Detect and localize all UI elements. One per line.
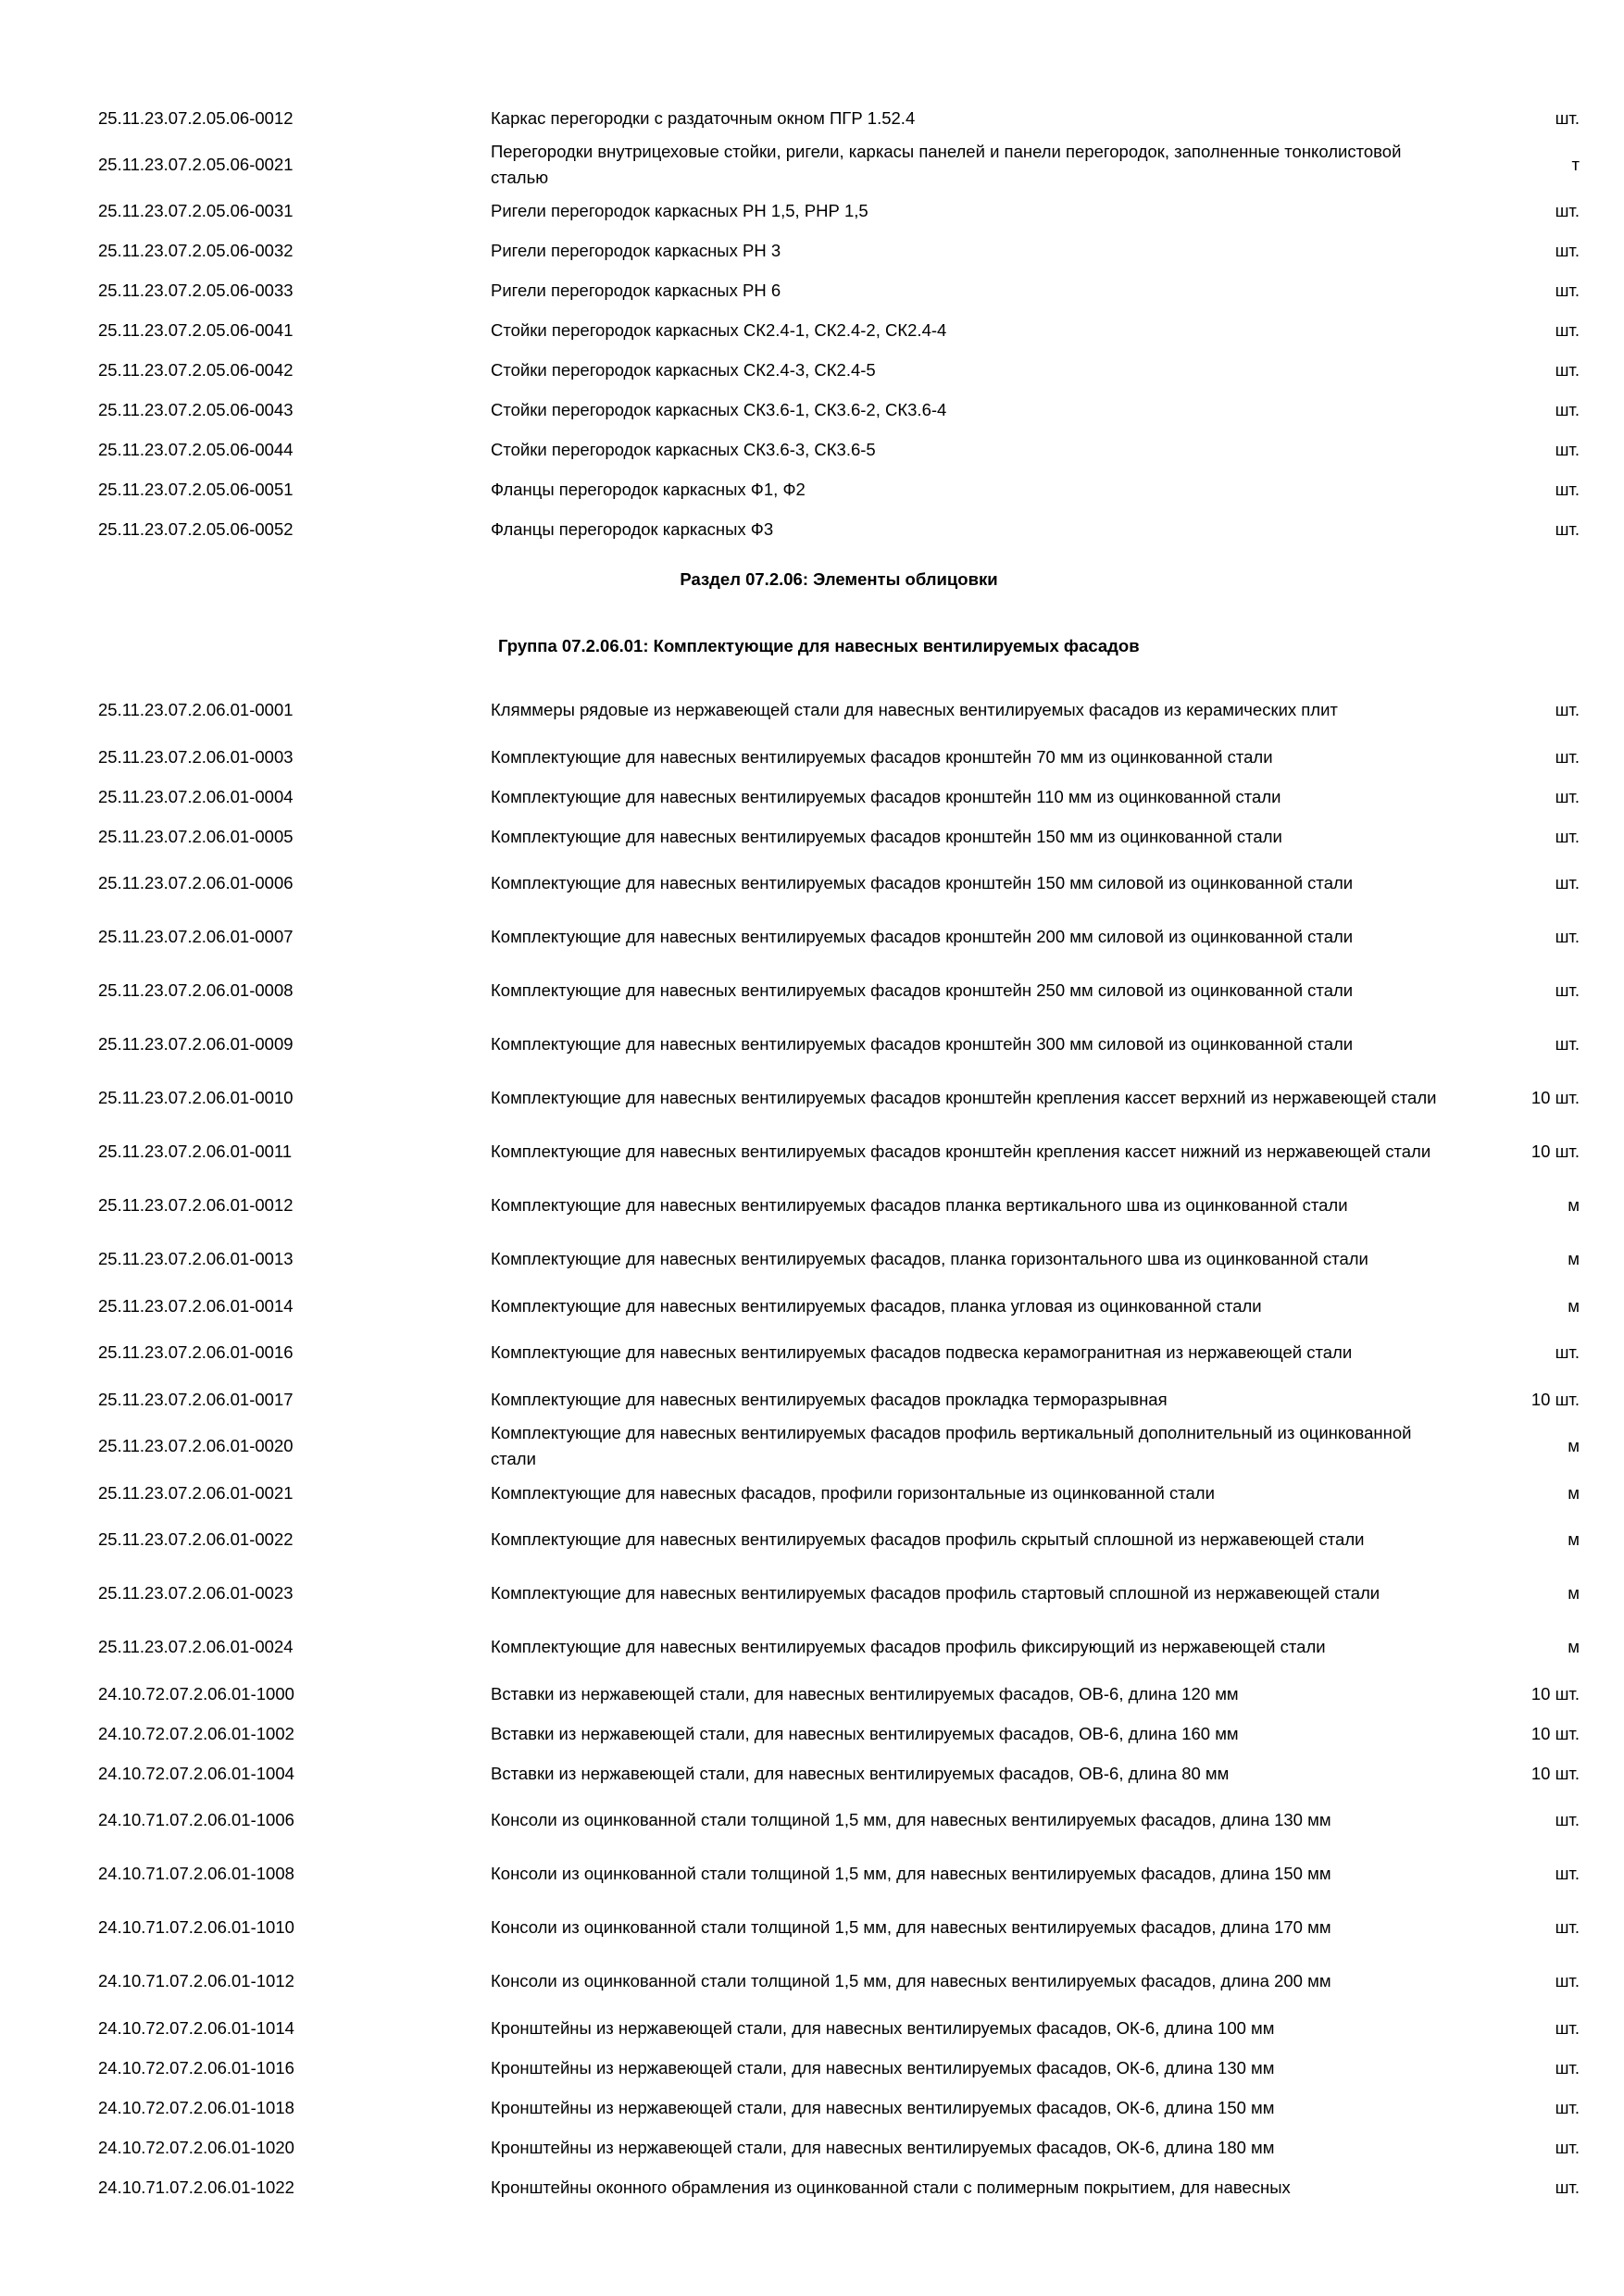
row-name: Комплектующие для навесных вентилируемых фасадов кронштейн 150 мм из оцинкованной стали [491, 826, 1282, 846]
row-unit: 10 шт. [1530, 1763, 1580, 1783]
table-row [98, 2008, 1580, 2048]
row-unit: шт. [1555, 1864, 1580, 1883]
row-unit: 10 шт. [1530, 1142, 1580, 1161]
price-table-top [98, 99, 1580, 549]
row-code: 25.11.23.07.2.06.01-0004 [98, 786, 294, 806]
row-code: 25.11.23.07.2.06.01-0011 [98, 1142, 293, 1161]
row-unit: шт. [1555, 479, 1580, 499]
row-name: Консоли из оцинкованной стали толщиной 1,5 мм, для навесных вентилируемых фасадов, длина 130 мм [491, 1810, 1331, 1829]
row-code: 25.11.23.07.2.05.06-0042 [98, 359, 294, 380]
row-unit: шт. [1555, 746, 1580, 767]
row-code: 25.11.23.07.2.06.01-0021 [98, 1482, 294, 1503]
row-name: Комплектующие для навесных вентилируемых фасадов кронштейн 300 мм силовой из оцинкованной стали [491, 1034, 1354, 1054]
row-name: Комплектующие для навесных вентилируемых фасадов кронштейн 70 мм из оцинкованной стали [491, 746, 1273, 767]
row-code: 24.10.72.07.2.06.01-1018 [98, 2097, 294, 2117]
row-name: Ригели перегородок каркасных РН 6 [491, 280, 781, 300]
table-row [98, 1847, 1580, 1901]
row-name: Перегородки внутрицеховые стойки, ригели, каркасы панелей и панели перегородок, заполненные тонколистовой сталью [491, 142, 1402, 187]
row-name: Консоли из оцинкованной стали толщиной 1,5 мм, для навесных вентилируемых фасадов, длина 150 мм [491, 1864, 1331, 1883]
table-row [98, 1954, 1580, 2008]
row-code: 25.11.23.07.2.06.01-0007 [98, 927, 294, 946]
row-code: 25.11.23.07.2.05.06-0012 [98, 108, 294, 128]
row-code: 25.11.23.07.2.05.06-0041 [98, 319, 294, 340]
row-code: 25.11.23.07.2.06.01-0008 [98, 980, 294, 1000]
section-heading: Раздел 07.2.06: Элементы облицовки [680, 569, 998, 589]
row-code: 25.11.23.07.2.05.06-0044 [98, 439, 294, 459]
row-unit: м [1568, 1482, 1580, 1503]
row-code: 25.11.23.07.2.06.01-0014 [98, 1295, 294, 1316]
row-name: Комплектующие для навесных вентилируемых фасадов кронштейн 200 мм силовой из оцинкованной стали [491, 927, 1354, 946]
row-unit: т [1571, 155, 1580, 174]
table-row [98, 1513, 1580, 1566]
row-unit: 10 шт. [1530, 1088, 1580, 1107]
row-unit: шт. [1555, 1971, 1580, 1990]
row-unit: м [1568, 1295, 1580, 1316]
row-unit: шт. [1555, 108, 1580, 128]
row-name: Фланцы перегородок каркасных Ф3 [491, 518, 774, 539]
row-code: 25.11.23.07.2.05.06-0033 [98, 280, 294, 300]
row-name: Ригели перегородок каркасных РН 3 [491, 240, 781, 260]
table-row [98, 469, 1580, 509]
table-row [98, 231, 1580, 270]
row-unit: м [1568, 1436, 1580, 1455]
table-row [98, 737, 1580, 777]
row-name: Комплектующие для навесных вентилируемых фасадов, планка горизонтального шва из оцинкованной стали [491, 1249, 1368, 1268]
row-code: 24.10.71.07.2.06.01-1022 [98, 2177, 294, 2197]
row-code: 24.10.71.07.2.06.01-1006 [98, 1810, 294, 1829]
row-name: Комплектующие для навесных вентилируемых фасадов профиль фиксирующий из нержавеющей стали [491, 1637, 1326, 1656]
row-name: Вставки из нержавеющей стали, для навесных вентилируемых фасадов, ОВ-6, длина 160 мм [491, 1723, 1239, 1743]
table-row [98, 138, 1580, 192]
row-code: 25.11.23.07.2.06.01-0023 [98, 1583, 294, 1603]
row-name: Комплектующие для навесных вентилируемых фасадов профиль стартовый сплошной из нержавеющей стали [491, 1583, 1380, 1603]
table-row [98, 192, 1580, 231]
row-name: Стойки перегородок каркасных СК3.6-1, СК3.6-2, СК3.6-4 [491, 399, 947, 419]
row-unit: 10 шт. [1530, 1723, 1580, 1743]
row-unit: шт. [1555, 2057, 1580, 2078]
row-unit: шт. [1555, 1034, 1580, 1054]
row-name: Каркас перегородки с раздаточным окном ПГР 1.52.4 [491, 108, 916, 128]
row-unit: шт. [1555, 980, 1580, 1000]
row-code: 25.11.23.07.2.06.01-0012 [98, 1195, 294, 1215]
row-name: Комплектующие для навесных фасадов, профили горизонтальные из оцинкованной стали [491, 1482, 1215, 1503]
table-row [98, 1326, 1580, 1379]
table-row [98, 1125, 1580, 1179]
table-row [98, 310, 1580, 350]
row-code: 25.11.23.07.2.05.06-0031 [98, 201, 294, 220]
table-row [98, 1674, 1580, 1714]
row-code: 24.10.72.07.2.06.01-1016 [98, 2057, 294, 2078]
row-name: Кронштейны из нержавеющей стали, для навесных вентилируемых фасадов, ОК-6, длина 100 мм [491, 2017, 1275, 2038]
row-code: 25.11.23.07.2.05.06-0043 [98, 399, 294, 419]
row-name: Комплектующие для навесных вентилируемых фасадов кронштейн 250 мм силовой из оцинкованной стали [491, 980, 1354, 1000]
row-code: 25.11.23.07.2.06.01-0009 [98, 1034, 294, 1054]
row-code: 24.10.71.07.2.06.01-1008 [98, 1864, 294, 1883]
row-unit: м [1568, 1637, 1580, 1656]
table-row [98, 1473, 1580, 1513]
table-row [98, 2128, 1580, 2167]
row-unit: шт. [1555, 319, 1580, 340]
table-row [98, 350, 1580, 390]
row-code: 25.11.23.07.2.06.01-0017 [98, 1389, 294, 1409]
row-unit: 10 шт. [1530, 1389, 1580, 1409]
row-name: Консоли из оцинкованной стали толщиной 1,5 мм, для навесных вентилируемых фасадов, длина 200 мм [491, 1971, 1331, 1990]
row-unit: шт. [1555, 280, 1580, 300]
row-name: Ригели перегородок каркасных РН 1,5, РНР 1,5 [491, 201, 868, 220]
row-name: Комплектующие для навесных вентилируемых фасадов кронштейн крепления кассет верхний из нержавеющей стали [491, 1088, 1437, 1107]
row-name: Стойки перегородок каркасных СК3.6-3, СК3.6-5 [491, 439, 876, 459]
table-row [98, 509, 1580, 549]
row-name: Комплектующие для навесных вентилируемых фасадов профиль вертикальный дополнительный из оцинкованной стали [491, 1423, 1412, 1468]
row-unit: шт. [1555, 240, 1580, 260]
row-code: 24.10.71.07.2.06.01-1012 [98, 1971, 294, 1990]
row-name: Вставки из нержавеющей стали, для навесных вентилируемых фасадов, ОВ-6, длина 120 мм [491, 1683, 1239, 1703]
row-code: 24.10.72.07.2.06.01-1020 [98, 2137, 294, 2157]
table-row [98, 1379, 1580, 1419]
row-unit: шт. [1555, 2097, 1580, 2117]
row-name: Кронштейны оконного обрамления из оцинкованной стали с полимерным покрытием, для навесных [491, 2177, 1291, 2197]
row-name: Комплектующие для навесных вентилируемых фасадов, планка угловая из оцинкованной стали [491, 1295, 1262, 1316]
table-row [98, 1620, 1580, 1674]
group-heading: Группа 07.2.06.01: Комплектующие для навесных вентилируемых фасадов [498, 636, 1140, 655]
row-name: Комплектующие для навесных вентилируемых фасадов планка вертикального шва из оцинкованной стали [491, 1195, 1348, 1215]
row-unit: шт. [1555, 359, 1580, 380]
row-code: 25.11.23.07.2.06.01-0013 [98, 1249, 294, 1268]
row-code: 25.11.23.07.2.05.06-0052 [98, 518, 294, 539]
row-name: Комплектующие для навесных вентилируемых фасадов подвеска керамогранитная из нержавеющей стали [491, 1342, 1353, 1362]
row-code: 24.10.72.07.2.06.01-1004 [98, 1763, 294, 1783]
row-unit: шт. [1555, 439, 1580, 459]
table-row [98, 1017, 1580, 1071]
row-unit: м [1568, 1529, 1580, 1549]
row-code: 25.11.23.07.2.05.06-0051 [98, 479, 294, 499]
row-unit: шт. [1555, 399, 1580, 419]
table-row [98, 817, 1580, 856]
table-row [98, 964, 1580, 1017]
price-table-group [98, 683, 1580, 2207]
row-code: 24.10.72.07.2.06.01-1002 [98, 1723, 294, 1743]
table-row [98, 856, 1580, 910]
row-unit: м [1568, 1195, 1580, 1215]
row-code: 24.10.72.07.2.06.01-1014 [98, 2017, 294, 2038]
row-name: Комплектующие для навесных вентилируемых фасадов кронштейн крепления кассет нижний из нержавеющей стали [491, 1142, 1431, 1161]
row-code: 25.11.23.07.2.06.01-0005 [98, 826, 294, 846]
row-unit: шт. [1555, 2017, 1580, 2038]
row-name: Кронштейны из нержавеющей стали, для навесных вентилируемых фасадов, ОК-6, длина 150 мм [491, 2097, 1275, 2117]
row-name: Кляммеры рядовые из нержавеющей стали для навесных вентилируемых фасадов из керамических плит [491, 700, 1338, 719]
row-code: 25.11.23.07.2.06.01-0003 [98, 746, 294, 767]
row-code: 25.11.23.07.2.06.01-0020 [98, 1436, 294, 1455]
table-row [98, 2167, 1580, 2207]
table-row [98, 1232, 1580, 1286]
row-unit: 10 шт. [1530, 1683, 1580, 1703]
row-unit: шт. [1555, 1342, 1580, 1362]
row-code: 25.11.23.07.2.05.06-0021 [98, 155, 294, 174]
row-code: 25.11.23.07.2.06.01-0010 [98, 1088, 294, 1107]
table-row [98, 1071, 1580, 1125]
row-name: Стойки перегородок каркасных СК2.4-3, СК2.4-5 [491, 359, 876, 380]
row-code: 24.10.72.07.2.06.01-1000 [98, 1683, 294, 1703]
row-unit: шт. [1555, 873, 1580, 892]
table-row [98, 910, 1580, 964]
table-row [98, 99, 1580, 138]
row-unit: шт. [1555, 2137, 1580, 2157]
row-unit: шт. [1555, 2177, 1580, 2197]
table-row [98, 1714, 1580, 1753]
row-unit: шт. [1555, 700, 1580, 719]
table-row [98, 777, 1580, 817]
row-code: 25.11.23.07.2.06.01-0024 [98, 1637, 294, 1656]
table-row [98, 683, 1580, 737]
row-name: Кронштейны из нержавеющей стали, для навесных вентилируемых фасадов, ОК-6, длина 180 мм [491, 2137, 1275, 2157]
table-row [98, 1286, 1580, 1326]
row-unit: шт. [1555, 826, 1580, 846]
row-code: 25.11.23.07.2.06.01-0022 [98, 1529, 294, 1549]
row-unit: м [1568, 1583, 1580, 1603]
row-unit: м [1568, 1249, 1580, 1268]
row-unit: шт. [1555, 927, 1580, 946]
row-unit: шт. [1555, 518, 1580, 539]
row-name: Комплектующие для навесных вентилируемых фасадов профиль скрытый сплошной из нержавеющей стали [491, 1529, 1365, 1549]
table-row [98, 1419, 1580, 1473]
row-name: Фланцы перегородок каркасных Ф1, Ф2 [491, 479, 806, 499]
table-row [98, 270, 1580, 310]
row-unit: шт. [1555, 1917, 1580, 1937]
table-row [98, 1793, 1580, 1847]
table-row [98, 2048, 1580, 2088]
table-row [98, 390, 1580, 430]
row-code: 24.10.71.07.2.06.01-1010 [98, 1917, 294, 1937]
table-row [98, 1901, 1580, 1954]
row-name: Комплектующие для навесных вентилируемых фасадов прокладка терморазрывная [491, 1389, 1168, 1409]
table-row [98, 1566, 1580, 1620]
row-name: Комплектующие для навесных вентилируемых фасадов кронштейн 110 мм из оцинкованной стали [491, 786, 1281, 806]
row-code: 25.11.23.07.2.05.06-0032 [98, 240, 294, 260]
row-code: 25.11.23.07.2.06.01-0006 [98, 873, 294, 892]
row-name: Кронштейны из нержавеющей стали, для навесных вентилируемых фасадов, ОК-6, длина 130 мм [491, 2057, 1275, 2078]
row-code: 25.11.23.07.2.06.01-0001 [98, 700, 294, 719]
row-name: Комплектующие для навесных вентилируемых фасадов кронштейн 150 мм силовой из оцинкованной стали [491, 873, 1354, 892]
table-row [98, 430, 1580, 469]
row-name: Вставки из нержавеющей стали, для навесных вентилируемых фасадов, ОВ-6, длина 80 мм [491, 1763, 1230, 1783]
row-name: Стойки перегородок каркасных СК2.4-1, СК2.4-2, СК2.4-4 [491, 319, 947, 340]
table-row [98, 1753, 1580, 1793]
table-row [98, 1179, 1580, 1232]
row-name: Консоли из оцинкованной стали толщиной 1,5 мм, для навесных вентилируемых фасадов, длина 170 мм [491, 1917, 1331, 1937]
row-unit: шт. [1555, 786, 1580, 806]
row-unit: шт. [1555, 1810, 1580, 1829]
row-code: 25.11.23.07.2.06.01-0016 [98, 1342, 294, 1362]
table-row [98, 2088, 1580, 2128]
row-unit: шт. [1555, 201, 1580, 220]
